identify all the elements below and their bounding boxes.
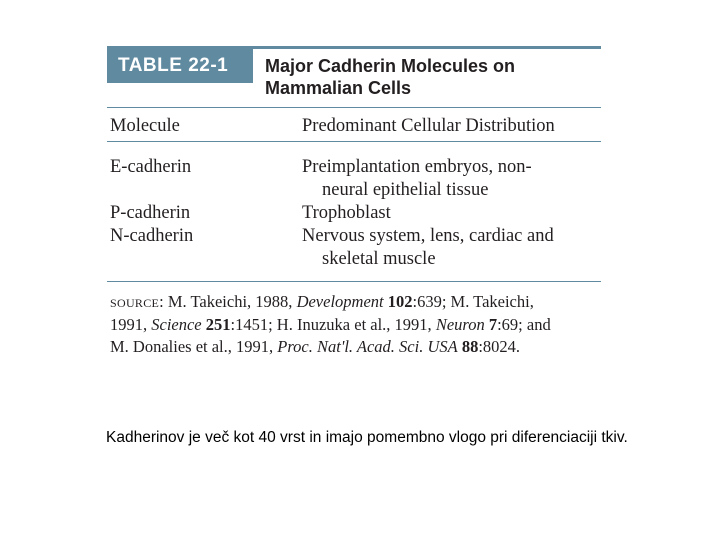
- header-divider: [107, 141, 601, 142]
- source-note: [110, 291, 600, 358]
- slide-caption: Kadherinov je več kot 40 vrst in imajo pomembno vlogo pri diferenciaciji tkiv.: [106, 429, 628, 446]
- source-label: SOURCE: [110, 296, 160, 310]
- journal-neuron: Neuron: [435, 315, 485, 334]
- row-distribution-n-cadherin-cont: skeletal muscle: [322, 249, 436, 269]
- volume-neuron: 7: [488, 315, 498, 334]
- source-divider: [107, 281, 601, 282]
- column-header-distribution: Predominant Cellular Distribution: [302, 116, 555, 136]
- row-molecule-n-cadherin: N-cadherin: [110, 226, 194, 246]
- volume-science: 251: [205, 315, 231, 334]
- row-molecule-e-cadherin: E-cadherin: [110, 157, 192, 177]
- row-distribution-p-cadherin: Trophoblast: [302, 203, 391, 223]
- row-distribution-n-cadherin: Nervous system, lens, cardiac and: [302, 226, 554, 246]
- volume-pnas: 88: [461, 337, 479, 356]
- source-line-2: 1991, Science 251:1451; H. Inuzuka et al., 1991, Neuron 7:69; and: [110, 315, 551, 334]
- column-header-molecule: Molecule: [110, 116, 180, 136]
- table-title: [265, 55, 585, 99]
- journal-development: Development: [296, 292, 384, 311]
- row-molecule-p-cadherin: P-cadherin: [110, 203, 191, 223]
- row-distribution-e-cadherin: Preimplantation embryos, non-: [302, 157, 532, 177]
- journal-science: Science: [151, 315, 202, 334]
- volume-development: 102: [387, 292, 413, 311]
- row-distribution-e-cadherin-cont: neural epithelial tissue: [322, 180, 489, 200]
- title-divider: [107, 107, 601, 108]
- table-number-badge: TABLE 22-1: [107, 49, 253, 83]
- journal-pnas: Proc. Nat'l. Acad. Sci. USA: [277, 337, 458, 356]
- source-line-1: SOURCE: M. Takeichi, 1988, Development 102:639; M. Takeichi,: [110, 292, 534, 311]
- table-title-line-2: Mammalian Cells: [265, 78, 412, 98]
- table-title-line-1: Major Cadherin Molecules on: [265, 56, 516, 76]
- source-line-3: M. Donalies et al., 1991, Proc. Nat'l. Acad. Sci. USA 88:8024.: [110, 337, 521, 356]
